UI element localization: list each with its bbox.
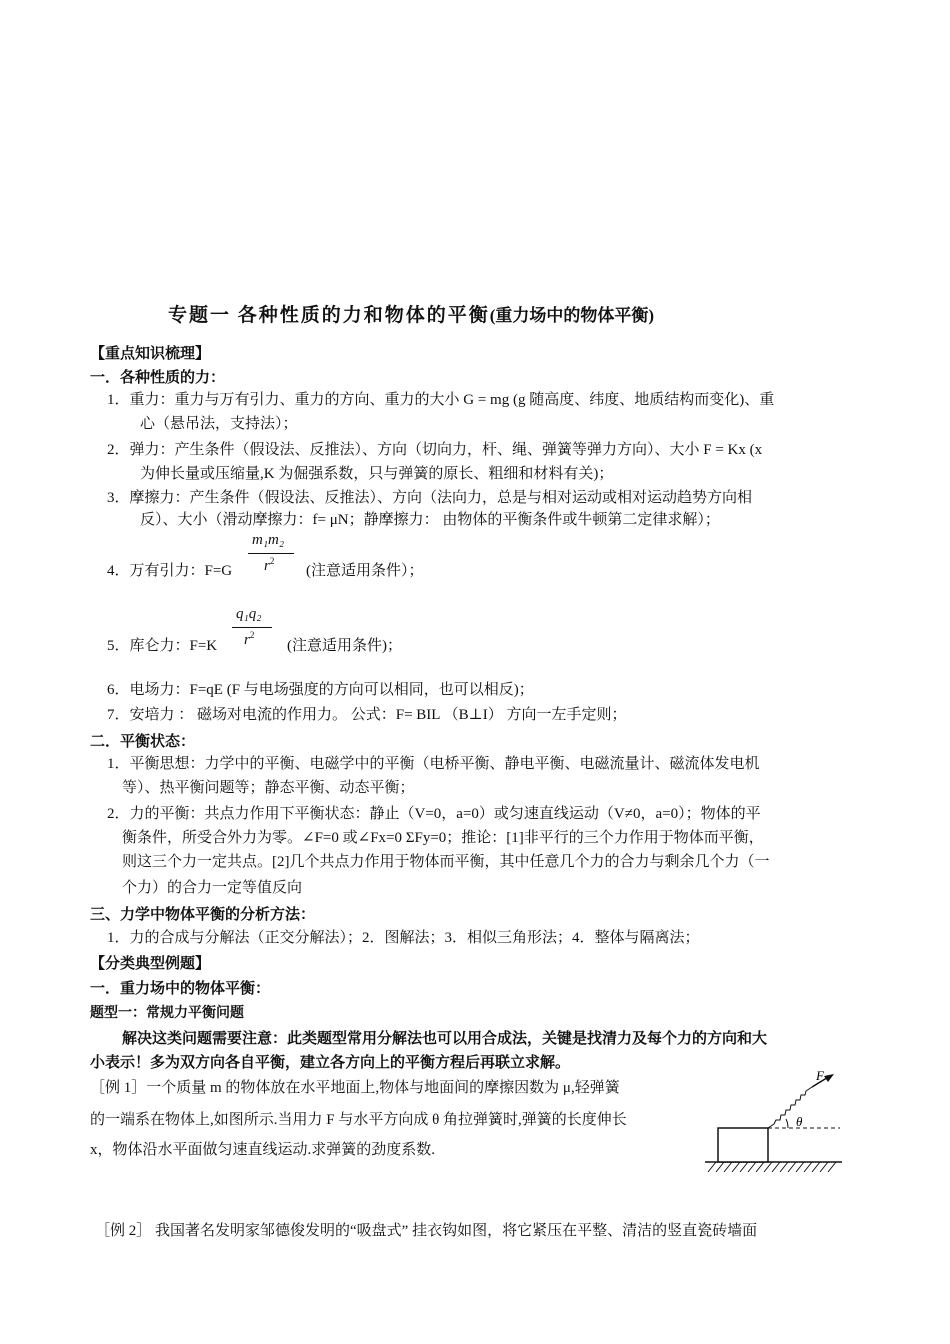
force-balance-line3: 则这三个力一定共点。[2]几个共点力作用于物体而平衡，其中任意几个力的合力与剩余几个力（一 — [122, 854, 770, 870]
item-coulomb: 5．库仑力：F=K — [107, 638, 218, 654]
balance-idea-line2: 等）、热平衡问题等；静态平衡、动态平衡； — [122, 780, 415, 796]
example2-line1: ［例 2］ 我国著名发明家邹德俊发明的“吸盘式” 挂衣钩如图，将它紧压在平整、清洁的竖直瓷砖墙面 — [95, 1223, 758, 1239]
force-balance-line4: 个力）的合力一定等值反向 — [122, 880, 303, 896]
example1-line2: 的一端系在物体上,如图所示.当用力 F 与水平方向成 θ 角拉弹簧时,弹簧的长度伸长 — [90, 1112, 627, 1128]
gravitation-numerator: m₁m₂ — [252, 532, 285, 548]
example1-line1: ［例 1］一个质量 m 的物体放在水平地面上,物体与地面间的摩擦因数为 μ,轻弹簧 — [90, 1080, 620, 1096]
item-coulomb-note: (注意适用条件)； — [287, 638, 402, 654]
coulomb-numerator: q₁q₂ — [236, 606, 262, 622]
item-ampere-force: 7．安培力 ： 磁场对电流的作用力。 公式：F= BIL （B⊥I） 方向一左手定则； — [107, 707, 627, 723]
title-sub: (重力场中的物体平衡) — [489, 306, 655, 325]
item-elastic-line1: 2．弹力：产生条件（假设法、反推法）、方向（切向力，杆、绳、弹簧等弹力方向）、大小 F = Kx (x — [107, 442, 763, 458]
force-balance-line2: 衡条件，所受合外力为零。∠F=0 或∠Fx=0 ΣFy=0；推论：[1]非平行的三个力作用于物体而平衡， — [122, 830, 764, 846]
gravitation-denominator-r: r — [264, 558, 270, 574]
spring — [768, 1087, 812, 1128]
block — [718, 1128, 768, 1162]
section-1-heading: 一．各种性质的力： — [90, 368, 226, 386]
item-gravity-line2: 心（悬吊法，支持法）； — [140, 416, 298, 432]
section-2-heading: 二．平衡状态： — [90, 732, 196, 750]
force-label: F — [816, 1068, 824, 1083]
item-gravitation-note: (注意适用条件）； — [306, 563, 424, 579]
gravitation-denominator: $r^2$ — [264, 556, 275, 574]
document-title — [168, 300, 654, 327]
coulomb-fraction-bar — [232, 627, 272, 628]
force-arrowhead — [824, 1074, 834, 1082]
analysis-methods: 1．力的合成与分解法（正交分解法）；2．图解法；3．相似三角形法；4．整体与隔离法； — [107, 930, 700, 946]
item-elastic-line2: 为伸长量或压缩量,K 为倔强系数，只与弹簧的原长、粗细和材料有关)； — [140, 466, 614, 482]
type1-note-line1: 解决这类问题需要注意：此类题型常用分解法也可以用合成法，关键是找清力及每个力的方向和大 — [122, 1031, 768, 1047]
ground-hatching — [708, 1162, 836, 1172]
knowledge-header: 【重点知识梳理】 — [90, 344, 211, 362]
item-electric-force: 6．电场力：F=qE (F 与电场强度的方向可以相同，也可以相反)； — [107, 682, 534, 698]
section-3-heading: 三、力学中物体平衡的分析方法： — [90, 905, 316, 923]
example1-figure — [700, 1068, 850, 1178]
angle-arc — [786, 1119, 788, 1128]
item-gravitation: 4．万有引力：F=G — [107, 563, 233, 579]
type1-heading: 题型一：常规力平衡问题 — [90, 1005, 244, 1021]
examples-header: 【分类典型例题】 — [90, 954, 211, 972]
type1-note-line2: 小表示！多为双方向各自平衡，建立各方向上的平衡方程后再联立求解。 — [90, 1055, 571, 1071]
balance-idea-line1: 1．平衡思想：力学中的平衡、电磁学中的平衡（电桥平衡、静电平衡、电磁流量计、磁流体发电机 — [107, 756, 760, 772]
item-gravity-line1: 1．重力：重力与万有引力、重力的方向、重力的大小 G = mg (g 随高度、纬度、地质结构而变化)、重 — [107, 392, 775, 408]
item-friction-line1: 3．摩擦力：产生条件（假设法、反推法）、方向（法向力，总是与相对运动或相对运动趋势方向相 — [107, 490, 753, 506]
coulomb-denominator: $r^2$ — [244, 630, 255, 648]
gravitation-fraction-bar — [248, 553, 294, 554]
title-main: 专题一 各种性质的力和物体的平衡 — [168, 305, 490, 326]
gravity-field-heading: 一．重力场中的物体平衡： — [90, 979, 271, 997]
item-friction-line2: 反）、大小（滑动摩擦力：f= μN；静摩擦力： 由物体的平衡条件或牛顿第二定律求解）； — [140, 512, 720, 528]
force-balance-line1: 2．力的平衡：共点力作用下平衡状态：静止（V=0，a=0）或匀速直线运动（V≠0，a=0）；物体的平 — [107, 806, 761, 822]
coulomb-denominator-r: r — [244, 632, 250, 648]
example1-line3: x，物体沿水平面做匀速直线运动.求弹簧的劲度系数. — [90, 1142, 436, 1158]
angle-label: θ — [796, 1114, 803, 1129]
